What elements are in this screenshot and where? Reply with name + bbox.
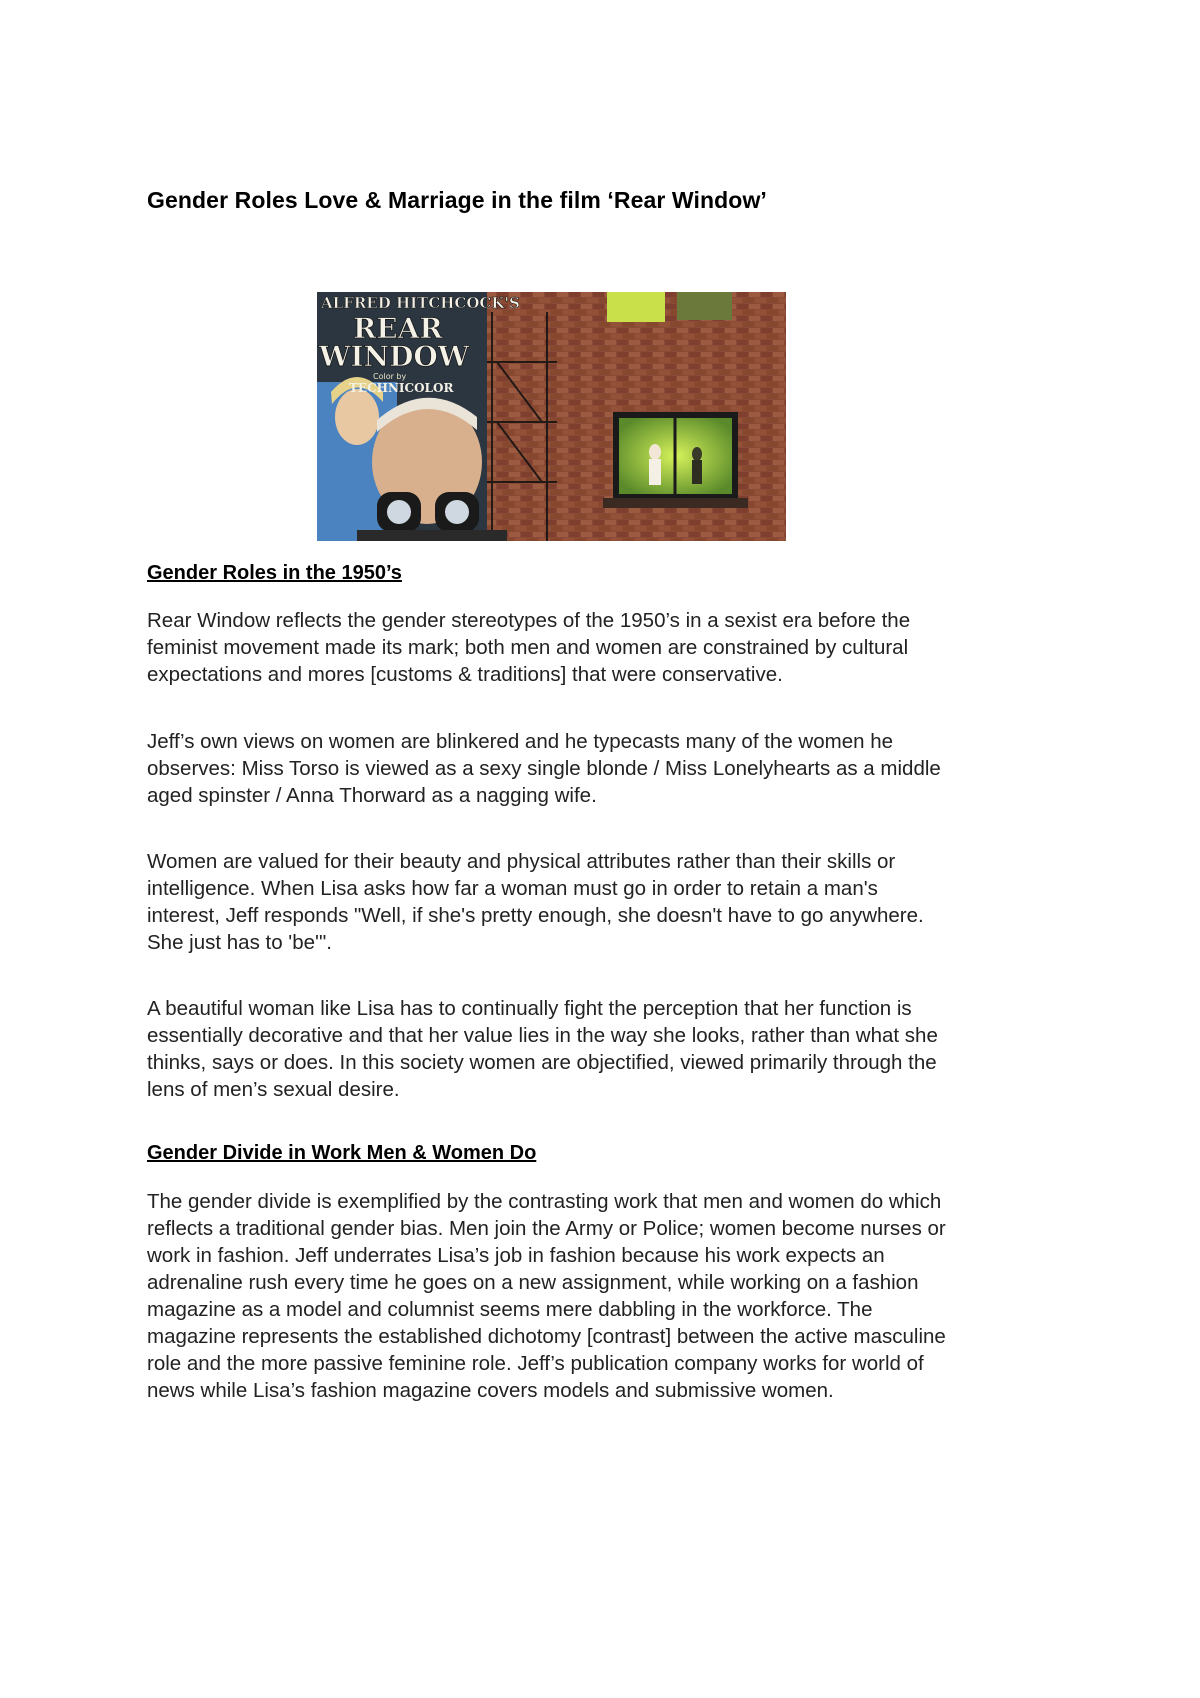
paragraph-line: interest, Jeff responds "Well, if she's pretty enough, she doesn't have to go anywhere. xyxy=(147,904,924,927)
paragraph-line: adrenaline rush every time he goes on a new assignment, while working on a fashion xyxy=(147,1271,919,1294)
poster-title-line2: WINDOW xyxy=(319,340,470,373)
section-heading: Gender Divide in Work Men & Women Do xyxy=(147,1142,537,1164)
paragraph xyxy=(147,848,1077,956)
paragraph-line: magazine as a model and columnist seems mere dabbling in the workforce. The xyxy=(147,1298,873,1321)
paragraph-line: reflects a traditional gender bias. Men join the Army or Police; women become nurses or xyxy=(147,1217,946,1240)
paragraph-line: intelligence. When Lisa asks how far a woman must go in order to retain a man's xyxy=(147,877,878,900)
paragraph-line: essentially decorative and that her value lies in the way she looks, rather than what she xyxy=(147,1024,938,1047)
paragraph xyxy=(147,995,1077,1103)
poster-small-text: Color by xyxy=(373,372,407,381)
paragraph xyxy=(147,607,1077,688)
poster-brand: TECHNICOLOR xyxy=(349,381,454,395)
paragraph-line: lens of men’s sexual desire. xyxy=(147,1078,400,1101)
paragraph-line: thinks, says or does. In this society women are objectified, viewed primarily through the xyxy=(147,1051,937,1074)
paragraph xyxy=(147,1188,1077,1404)
section-heading: Gender Roles in the 1950’s xyxy=(147,562,402,584)
paragraph-line: Women are valued for their beauty and physical attributes rather than their skills or xyxy=(147,850,896,873)
paragraph-line: feminist movement made its mark; both men and women are constrained by cultural xyxy=(147,636,909,659)
paragraph-line: The gender divide is exemplified by the contrasting work that men and women do which xyxy=(147,1190,942,1213)
paragraph-line: Jeff’s own views on women are blinkered and he typecasts many of the women he xyxy=(147,730,893,753)
rear-window-poster-image xyxy=(317,292,786,541)
paragraph-line: aged spinster / Anna Thorward as a nagging wife. xyxy=(147,784,597,807)
poster-top-label: ALFRED HITCHCOCK'S xyxy=(321,294,520,312)
paragraph-line: Rear Window reflects the gender stereotypes of the 1950’s in a sexist era before the xyxy=(147,609,911,632)
paragraph-line: A beautiful woman like Lisa has to continually fight the perception that her function is xyxy=(147,997,912,1020)
paragraph-line: news while Lisa’s fashion magazine covers models and submissive women. xyxy=(147,1379,834,1402)
paragraph-line: magazine represents the established dichotomy [contrast] between the active masculine xyxy=(147,1325,946,1348)
document-title: Gender Roles Love & Marriage in the film ‘Rear Window’ xyxy=(147,187,767,213)
paragraph-line: role and the more passive feminine role. Jeff’s publication company works for world of xyxy=(147,1352,924,1375)
paragraph-line: observes: Miss Torso is viewed as a sexy single blonde / Miss Lonelyhearts as a middle xyxy=(147,757,941,780)
paragraph xyxy=(147,728,1077,809)
paragraph-line: She just has to 'be'". xyxy=(147,931,332,954)
paragraph-line: expectations and mores [customs & traditions] that were conservative. xyxy=(147,663,783,686)
paragraph-line: work in fashion. Jeff underrates Lisa’s job in fashion because his work expects an xyxy=(147,1244,885,1267)
poster-title-line1: REAR xyxy=(353,312,443,345)
